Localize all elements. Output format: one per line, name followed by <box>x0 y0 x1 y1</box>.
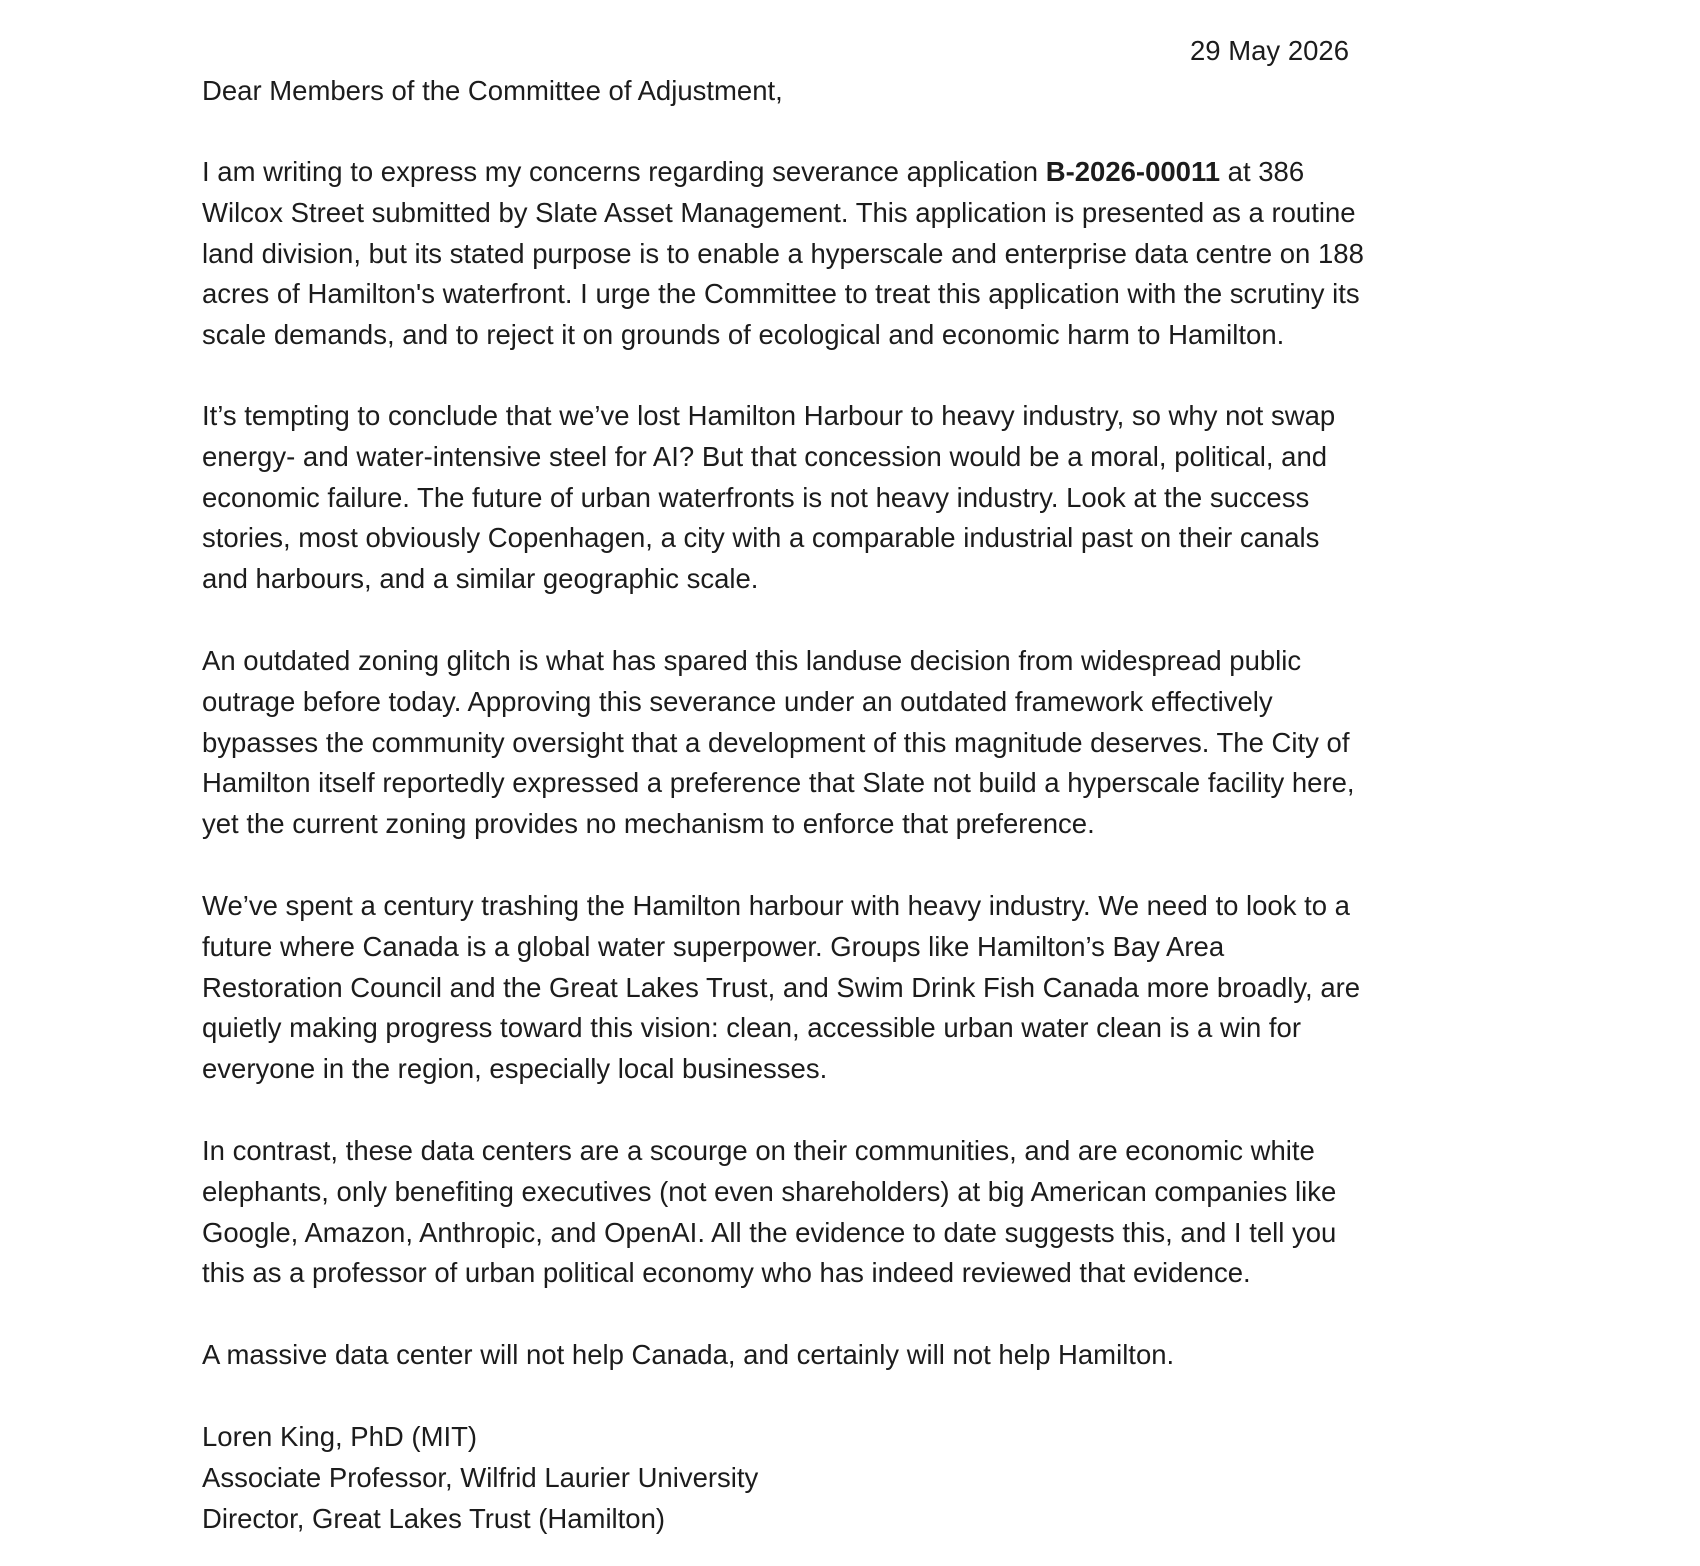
paragraph-line: Wilcox Street submitted by Slate Asset Management. This application is presented as a routine <box>202 196 1356 228</box>
paragraph-line: future where Canada is a global water superpower. Groups like Hamilton’s Bay Area <box>202 930 1225 962</box>
paragraph-conclusion <box>202 1335 1522 1376</box>
paragraph-line: land division, but its stated purpose is to enable a hyperscale and enterprise data centre on 188 <box>202 237 1364 269</box>
paragraph-line: acres of Hamilton's waterfront. I urge the Committee to treat this application with the scrutiny its <box>202 278 1360 310</box>
paragraph-line: energy- and water-intensive steel for AI? But that concession would be a moral, political, and <box>202 440 1328 472</box>
paragraph-line: quietly making progress toward this vision: clean, accessible urban water clean is a win for <box>202 1012 1301 1044</box>
paragraph-line: In contrast, these data centers are a scourge on their communities, and are economic white <box>202 1135 1315 1166</box>
paragraph-line: this as a professor of urban political economy who has indeed reviewed that evidence. <box>202 1257 1251 1289</box>
paragraph-data-centers <box>202 1131 1522 1294</box>
paragraph-line: It’s tempting to conclude that we’ve lost Hamilton Harbour to heavy industry, so why not swap <box>202 400 1336 431</box>
paragraph-zoning <box>202 641 1522 845</box>
paragraph-line: stories, most obviously Copenhagen, a city with a comparable industrial past on their canals <box>202 522 1320 554</box>
paragraph-line: scale demands, and to reject it on grounds of ecological and economic harm to Hamilton. <box>202 319 1285 351</box>
paragraph-line: An outdated zoning glitch is what has spared this landuse decision from widespread public <box>202 645 1302 676</box>
paragraph-line: everyone in the region, especially local businesses. <box>202 1053 828 1085</box>
paragraph-line: Google, Amazon, Anthropic, and OpenAI. All the evidence to date suggests this, and I tell you <box>202 1216 1337 1248</box>
signature-role: Director, Great Lakes Trust (Hamilton) <box>202 1502 666 1534</box>
paragraph-line <box>202 152 1522 193</box>
signature-title: Associate Professor, Wilfrid Laurier University <box>202 1461 759 1493</box>
paragraph-water-vision <box>202 886 1522 1090</box>
application-number: B-2026-00011 <box>1045 156 1221 187</box>
paragraph-line: Hamilton itself reportedly expressed a preference that Slate not build a hyperscale facility here, <box>202 767 1355 799</box>
paragraph-line: bypasses the community oversight that a development of this magnitude deserves. The City of <box>202 726 1350 758</box>
paragraph-line: elephants, only benefiting executives (not even shareholders) at big American companies like <box>202 1175 1337 1207</box>
paragraph-introduction <box>202 152 1522 356</box>
paragraph-waterfront-future <box>202 396 1522 600</box>
paragraph-line: yet the current zoning provides no mechanism to enforce that preference. <box>202 808 1095 840</box>
paragraph-line: and harbours, and a similar geographic scale. <box>202 563 759 595</box>
salutation: Dear Members of the Committee of Adjustment, <box>202 75 783 106</box>
paragraph-line: Restoration Council and the Great Lakes Trust, and Swim Drink Fish Canada more broadly, are <box>202 971 1361 1003</box>
signature-name: Loren King, PhD (MIT) <box>202 1421 478 1452</box>
line-text: I am writing to express my concerns regarding severance application <box>202 156 1046 187</box>
paragraph-line: We’ve spent a century trashing the Hamilton harbour with heavy industry. We need to look to a <box>202 890 1350 921</box>
paragraph-line: economic failure. The future of urban waterfronts is not heavy industry. Look at the success <box>202 481 1310 513</box>
paragraph-line: outrage before today. Approving this severance under an outdated framework effectively <box>202 685 1273 717</box>
signature-block <box>202 1417 758 1539</box>
paragraph-line: A massive data center will not help Canada, and certainly will not help Hamilton. <box>202 1339 1175 1370</box>
line-text: at 386 <box>1220 156 1305 187</box>
letter-date: 29 May 2026 <box>1190 35 1349 66</box>
